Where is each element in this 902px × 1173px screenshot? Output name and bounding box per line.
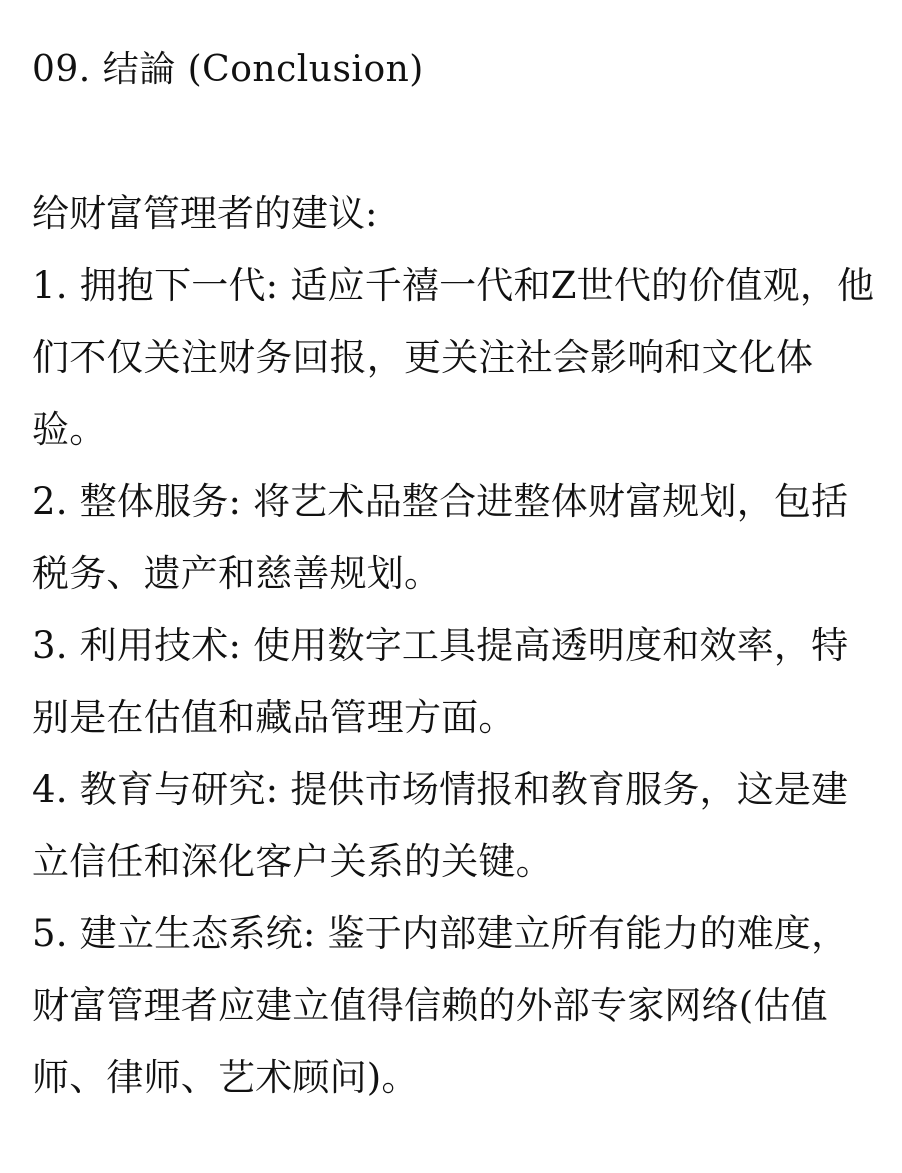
recommendation-title: 建立生态系统: — [79, 912, 316, 955]
section-title: 09. 结論 (Conclusion) — [32, 49, 424, 90]
recommendation-item — [32, 466, 878, 610]
recommendation-body: 将艺术品整合进整体财富规划，包括税务、遗产和慈善规划。 — [32, 480, 849, 595]
recommendation-body: 鉴于内部建立所有能力的难度，财富管理者应建立值得信赖的外部专家网络(估值师、律师、艺术顾问)。 — [32, 912, 849, 1099]
recommendation-body: 使用数字工具提高透明度和效率，特别是在估值和藏品管理方面。 — [32, 624, 849, 739]
recommendation-body: 提供市场情报和教育服务，这是建立信任和深化客户关系的关键。 — [32, 768, 849, 883]
recommendation-number: 2. — [32, 480, 68, 523]
recommendation-item — [32, 898, 878, 1114]
recommendations-intro: 给财富管理者的建议: — [32, 192, 378, 235]
recommendation-number: 1. — [32, 264, 68, 307]
recommendations-list — [32, 250, 878, 1114]
recommendation-number: 4. — [32, 768, 68, 811]
recommendation-number: 3. — [32, 624, 68, 667]
recommendation-title: 教育与研究: — [79, 768, 279, 811]
recommendation-title: 利用技术: — [79, 624, 242, 667]
recommendation-number: 5. — [32, 912, 68, 955]
recommendation-item — [32, 610, 878, 754]
recommendation-title: 拥抱下一代: — [79, 264, 279, 307]
recommendation-item — [32, 250, 878, 466]
recommendation-item — [32, 754, 878, 898]
recommendation-body: 适应千禧一代和Z世代的价值观，他们不仅关注财务回报，更关注社会影响和文化体验。 — [32, 264, 875, 451]
recommendation-title: 整体服务: — [79, 480, 242, 523]
